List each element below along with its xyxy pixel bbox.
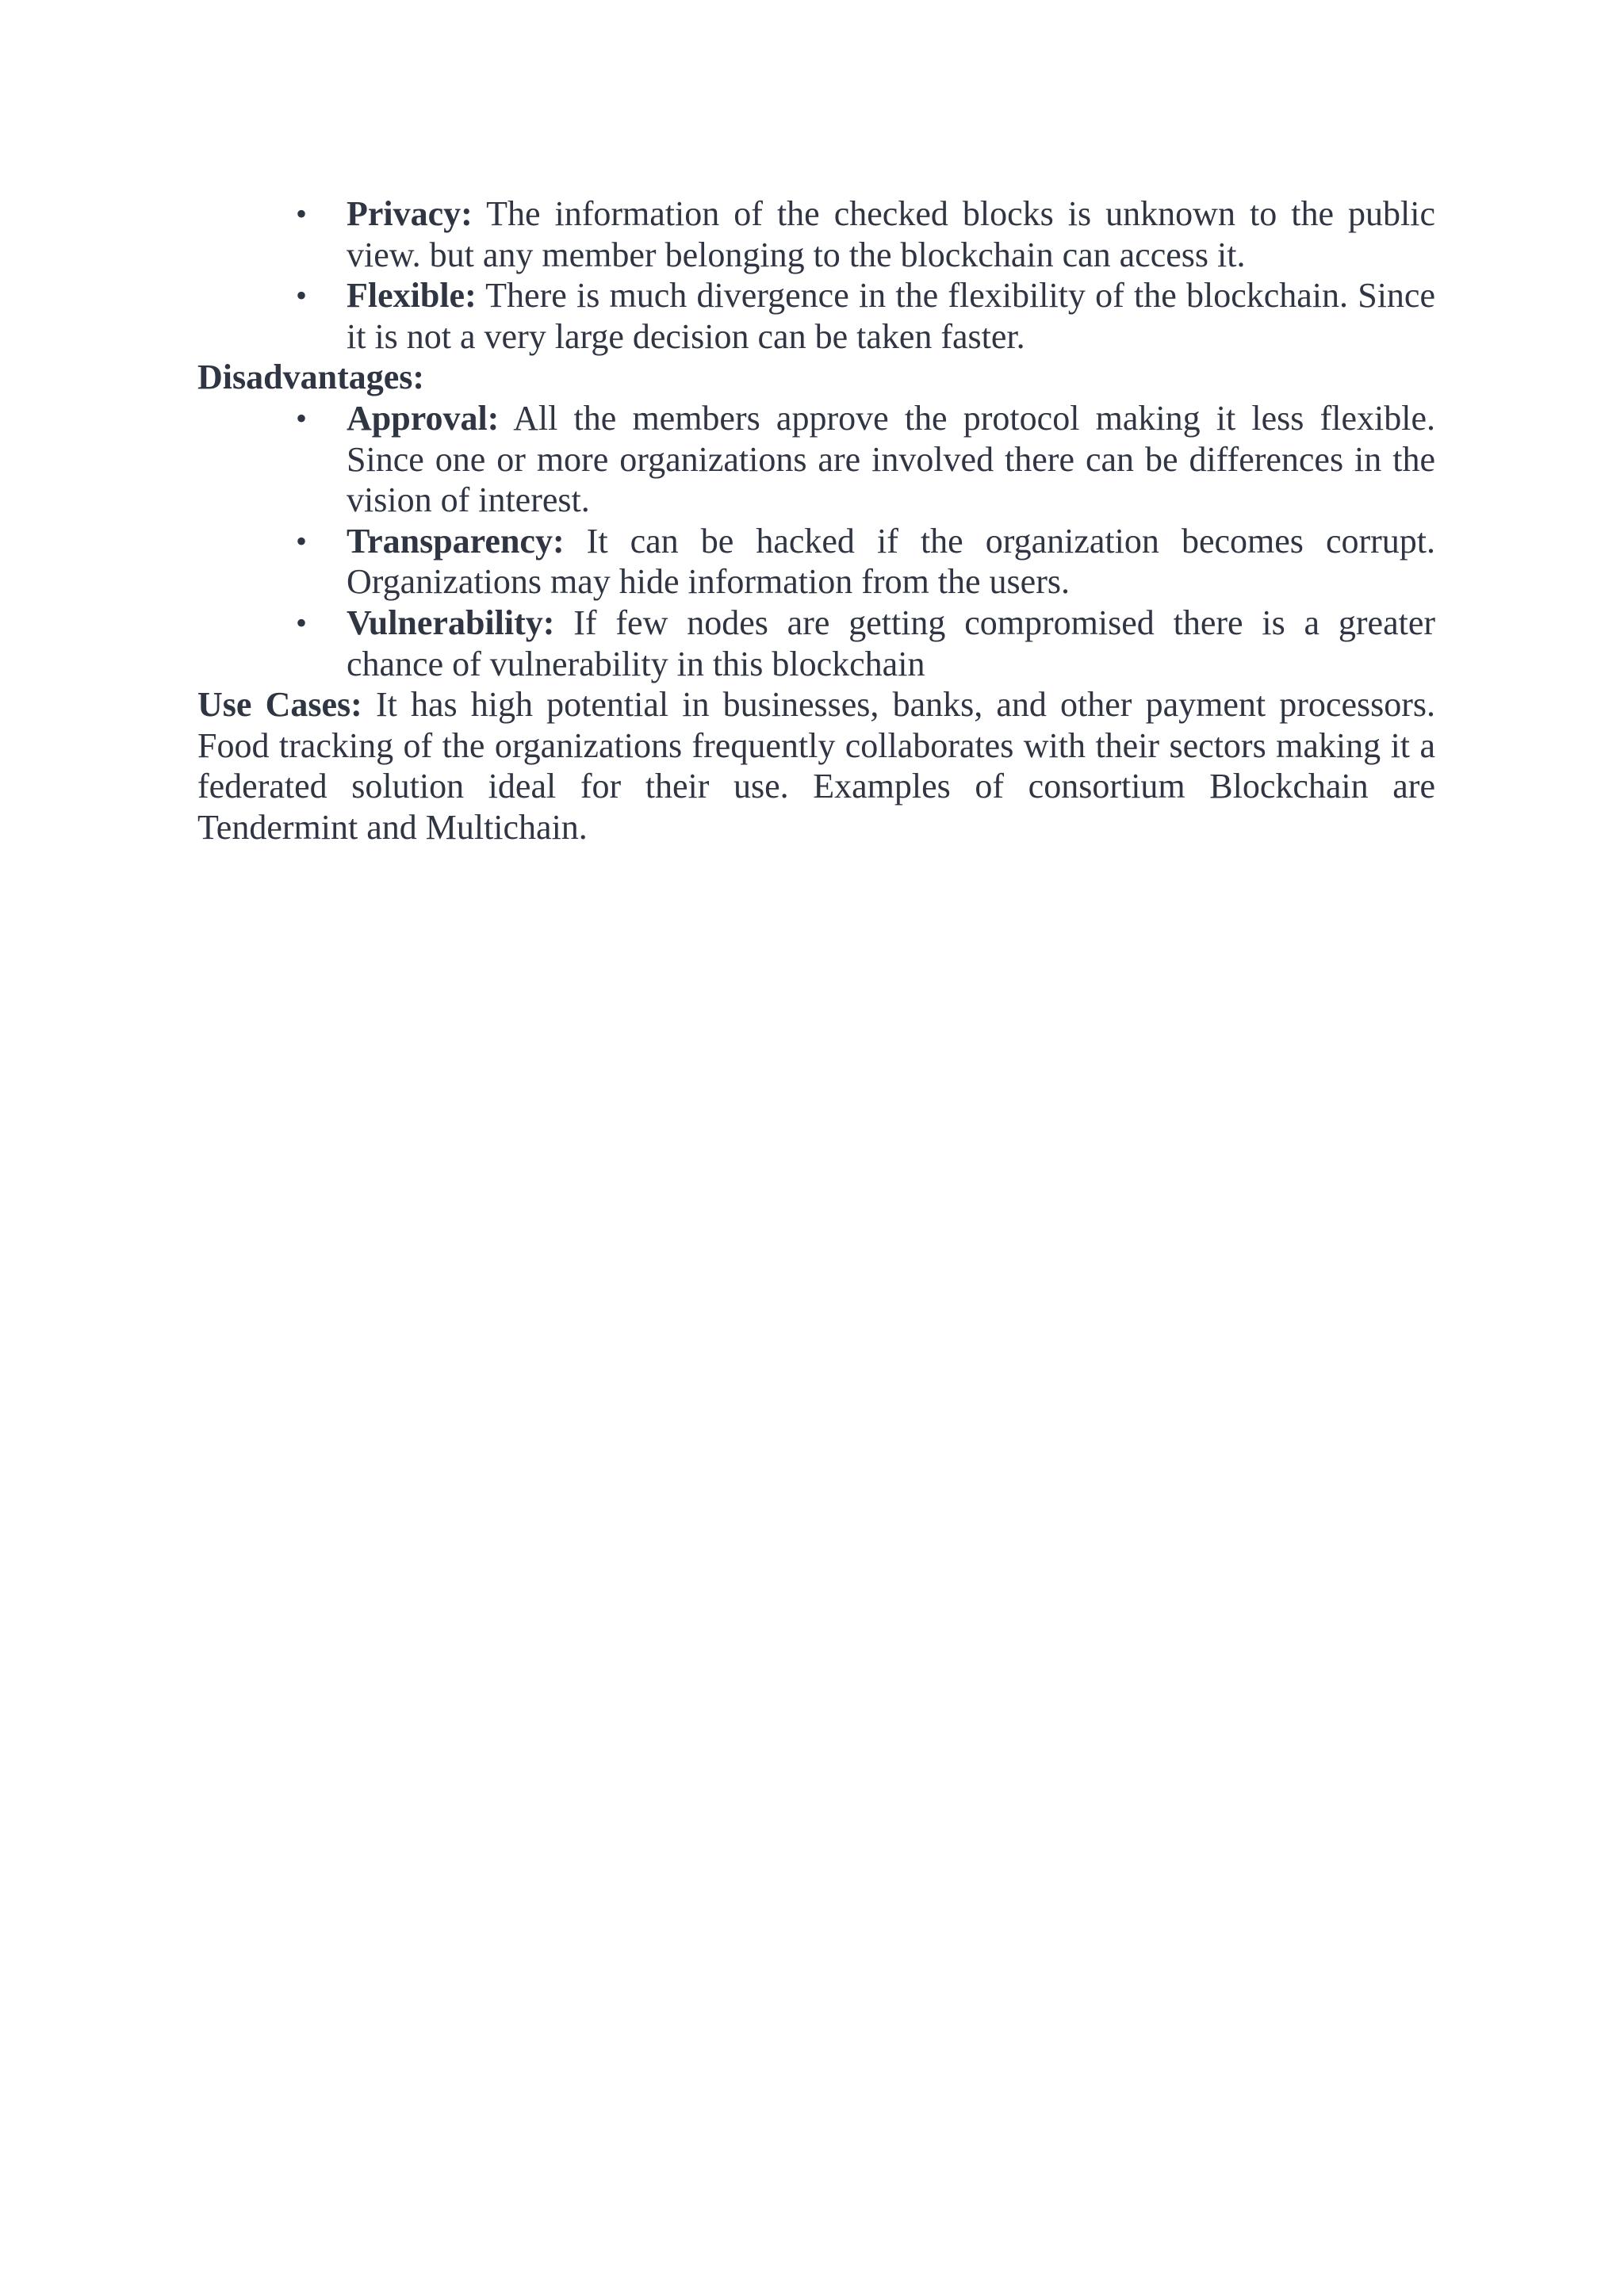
list-item-transparency xyxy=(296,521,1436,603)
use-cases-paragraph xyxy=(197,684,1435,848)
bullet-icon: • xyxy=(296,196,308,232)
list-item-flexible xyxy=(296,275,1435,357)
text-vulnerability: If few nodes are getting compromised there is a greater chance of vulnerability in this blockchain xyxy=(347,603,1436,683)
term-vulnerability: Vulnerability: xyxy=(347,603,555,642)
list-item-vulnerability xyxy=(296,603,1436,684)
term-flexible: Flexible: xyxy=(347,276,477,316)
bullet-icon: • xyxy=(296,522,308,559)
text-approval: All the members approve the protocol making it less flexible. Since one or more organizations are involved there can be differences in the vision of interest. xyxy=(347,398,1435,520)
disadvantages-list xyxy=(197,398,1435,684)
bullet-icon: • xyxy=(296,400,308,436)
term-transparency: Transparency: xyxy=(347,521,565,561)
term-privacy: Privacy: xyxy=(347,194,473,233)
advantages-list xyxy=(197,193,1435,357)
bullet-icon: • xyxy=(296,604,308,641)
use-cases-text: It has high potential in businesses, banks, and other payment processors. Food tracking of the organizations frequently collaborates with their sectors making it a federated solution ideal for their use. Examples of consortium Blockchain are Tendermint and Multichain. xyxy=(197,685,1436,847)
bullet-icon: • xyxy=(296,277,308,314)
text-privacy: The information of the checked blocks is unknown to the public view. but any member belonging to the blockchain can access it. xyxy=(347,194,1435,274)
text-transparency: It can be hacked if the organization becomes corrupt. Organizations may hide information from the users. xyxy=(347,521,1436,602)
use-cases-label: Use Cases: xyxy=(197,685,362,725)
document-page xyxy=(197,193,1435,848)
list-item-privacy xyxy=(296,193,1435,275)
list-item-approval xyxy=(296,398,1435,521)
disadvantages-heading: Disadvantages: xyxy=(197,358,425,397)
term-approval: Approval: xyxy=(347,398,500,438)
text-flexible: There is much divergence in the flexibility of the blockchain. Since it is not a very large decision can be taken faster. xyxy=(347,276,1435,356)
